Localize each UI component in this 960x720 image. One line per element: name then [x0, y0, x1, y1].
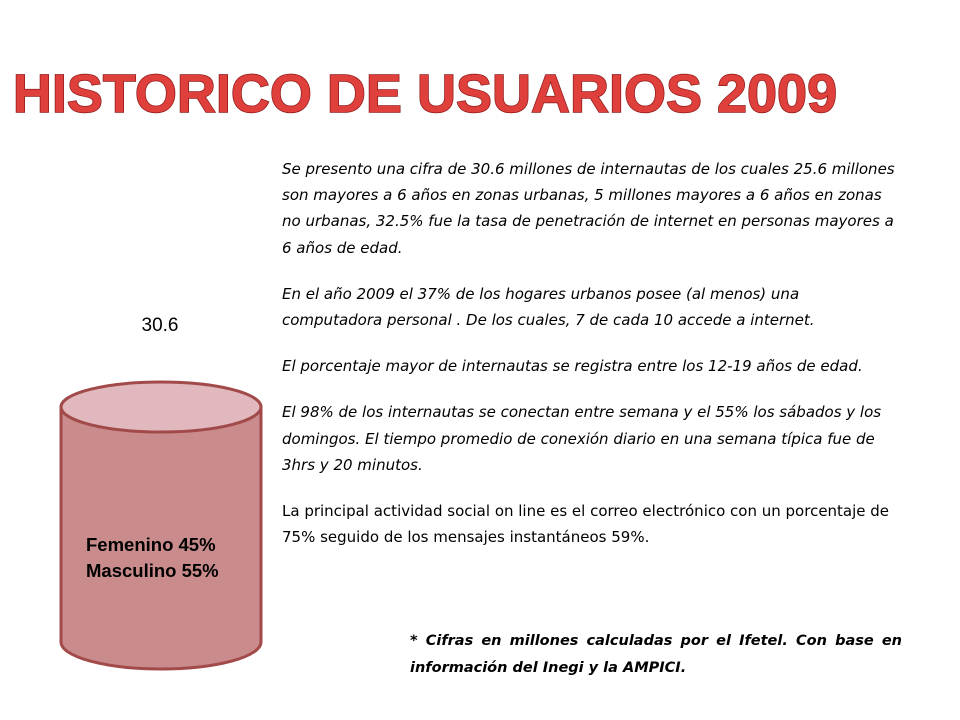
paragraph-internautas: Se presento una cifra de 30.6 millones de internautas de los cuales 25.6 millones son mayores a 6 años en zonas urbanas, 5 millones mayores a 6 años en zonas no urbanas, 32.5% fue la tasa de penetración de internet en personas mayores a 6 años de edad. — [282, 160, 895, 257]
cylinder-shape — [58, 380, 264, 672]
slide-title — [0, 50, 960, 140]
paragraph-hogares: En el año 2009 el 37% de los hogares urbanos posee (al menos) una computadora personal . De los cuales, 7 de cada 10 accede a internet. — [282, 284, 815, 330]
paragraph-actividad-social: La principal actividad social on line es el correo electrónico con un porcentaje de 75% seguido de los mensajes instantáneos 59%. — [282, 502, 890, 547]
paragraph-conexion: El 98% de los internautas se conectan entre semana y el 55% los sábados y los domingos. El tiempo promedio de conexión diario en una semana típica fue de 3hrs y 20 minutos. — [282, 403, 882, 474]
cylinder-gender-labels — [86, 532, 219, 584]
cylinder-value-label: 30.6 — [141, 315, 179, 336]
body-text — [282, 156, 902, 570]
female-percentage: Femenino 45% — [86, 534, 216, 555]
footnote: * Cifras en millones calculadas por el Ifetel. Con base en información del Inegi y la AMPICI. — [410, 633, 902, 676]
cylinder-top — [61, 382, 261, 432]
title-text: HISTORICO DE USUARIOS 2009 — [12, 64, 838, 124]
male-percentage: Masculino 55% — [86, 560, 219, 581]
paragraph-edad: El porcentaje mayor de internautas se registra entre los 12-19 años de edad. — [282, 357, 863, 376]
